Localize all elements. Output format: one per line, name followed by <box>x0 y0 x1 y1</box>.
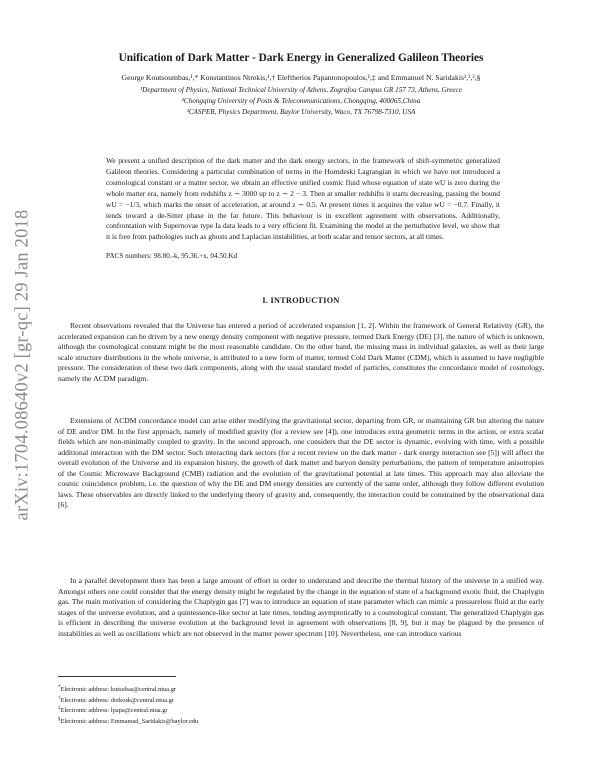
footnote-mark: † <box>58 695 61 701</box>
arxiv-identifier-text: arXiv:1704.08640v2 [gr-qc] 29 Jan 2018 <box>12 209 33 521</box>
arxiv-identifier-stamp <box>10 150 36 580</box>
affiliation-3: ³CASPER, Physics Department, Baylor University, Waco, TX 76798-7310, USA <box>186 108 416 116</box>
section-heading-introduction: I. INTRODUCTION <box>262 296 340 305</box>
abstract: We present a unified description of the dark matter and the dark energy sectors, in the framework of shift-symmetric generalized Galileon theories. Considering a particular combination of terms in the Horndeski Lagrangian in which we have not introduced a cosmological constant or a matter sector, we obtain an effective unified cosmic fluid whose equation of state wU is zero during the whole matter era, namely from redshifts z ∼ 3000 up to z ∼ 2 − 3. Then at smaller redshifts it starts decreasing, passing the bound wU = −1/3, which marks the onset of acceleration, at around z ∼ 0.5. At present times it acquires the value wU = −0.7. Finally, it tends toward a de-Sitter phase in the far future. This behaviour is in excellent agreement with observations. Additionally, confrontation with Supernovae type Ia data leads to a very efficient fit. Examining the model at the perturbative level, we show that it is free from pathologies such as ghosts and Laplacian instabilities, at both scalar and tensor sectors, at all times. <box>106 156 500 242</box>
footnote-mark: * <box>58 685 61 690</box>
footnote-divider <box>58 676 176 677</box>
footnote-text: Electronic address: Emmanuel_Saridakis@baylor.edu <box>60 718 199 726</box>
affiliation-1: ¹Department of Physics, National Technical University of Athens, Zografou Campus GR 157 73, Athens, Greece <box>140 86 462 94</box>
footnote-email <box>58 716 544 727</box>
body-paragraph-3: In a parallel development there has been a large amount of effort in order to understand and describe the thermal history of the universe in a unified way. Amongst others one could consider that the energy density might be regulated by the change in the equation of state of a background exotic fluid, the Chaplygin gas. The main motivation of considering the Chaplygin gas [7] was to introduce an equation of state parameter which can mimic a pressureless fluid at the early stages of the universe evolution, and a quintessence-like sector at late times, tending asymptotically to a cosmological constant. The generalized Chaplygin gas is efficient in describing the universe evolution at the background level in agreement with observations [8, 9], but it may be plagued by the presence of instabilities as well as oscillations which are not observed in the matter power spectrum [10]. Nevertheless, one can introduce various <box>58 576 544 638</box>
footnote-mark: § <box>58 717 61 723</box>
footnote-text: Electronic address: lpapa@central.ntua.gr <box>60 707 168 715</box>
affiliation-2: ²Chongqing University of Posts & Telecommunications, Chongqing, 400065,China <box>181 97 421 105</box>
body-paragraph-1: Recent observations revealed that the Universe has entered a period of accelerated expansion [1, 2]. Within the framework of General Relativity (GR), the accelerated expansion can be driven by a new energy density component with negative pressure, termed Dark Energy (DE) [3], the nature of which is unknown, although the cosmological constant might be the most reasonable candidate. On the other hand, the missing mass in individual galaxies, as well as their large scale structure distributions in the whole universe, is attributed to a new form of matter, termed Cold Dark Matter (CDM), which is assumed to have negligible pressure. The consideration of these two dark components, along with the usual standard model of particles, constitutes the concordance model of cosmology, namely the ΛCDM paradigm. <box>58 321 544 383</box>
body-paragraph-2: Extensions of ΛCDM concordance model can arise either modifying the gravitational sector, departing from GR, or maintaining GR but altering the nature of DE and/or DM. In the first approach, namely of modified gravity (for a review see [4]), one introduces extra geometric terms in the action, or extra scalar fields which are non-minimally coupled to gravity. In the second approach, one considers that the DE sector is dynamic, evolving with time, with a possible additional interaction with the DM sector. Such interacting dark sectors (for a recent review on the dark matter - dark energy interaction see [5]) will affect the overall evolution of the Universe and its expansion history, the growth of dark matter and baryon density perturbations, the pattern of temperature anisotropies of the Cosmic Microwave Background (CMB) radiation and the evolution of the gravitational potential at late times. This approach may also alleviate the cosmic coincidence problem, i.e. the question of why the DE and DM energy densities are currently of the same order, although they follow different evolution laws. These observables are directly linked to the underlying theory of gravity and, consequently, the interaction could be constrained by the observational data [6]. <box>58 416 544 510</box>
pacs-numbers: PACS numbers: 98.80.-k, 95.36.+x, 04.50.Kd <box>106 252 238 260</box>
footnote-mark: ‡ <box>58 706 61 712</box>
footnote-text: Electronic address: drekosk@central.ntua.gr <box>60 696 174 704</box>
footnotes <box>58 684 544 727</box>
footnote-email <box>58 684 544 695</box>
paper-title: Unification of Dark Matter - Dark Energy in Generalized Galileon Theories <box>118 52 484 64</box>
footnote-email <box>58 695 544 706</box>
author-list: George Koutsoumbas,¹,* Konstantinos Ntrekis,¹,† Eleftherios Papantonopoulos,¹,‡ and Emmanuel N. Saridakis¹,²,³,§ <box>121 73 481 82</box>
footnote-email <box>58 705 544 716</box>
footnote-text: Electronic address: kutsubas@central.ntua.gr <box>60 686 177 694</box>
